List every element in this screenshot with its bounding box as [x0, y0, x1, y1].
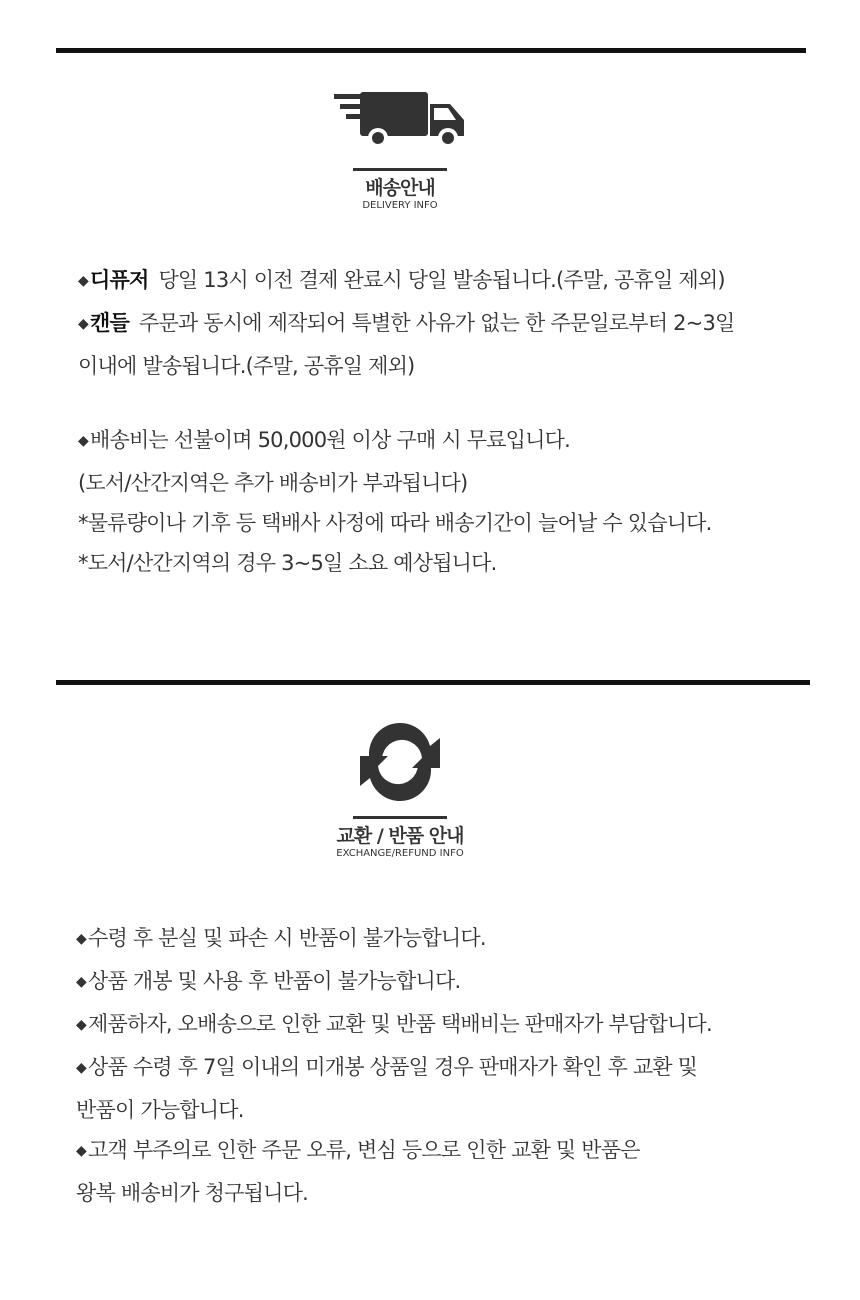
delivery-header	[330, 88, 470, 213]
fee-line	[78, 420, 818, 463]
exchange-subtitle: EXCHANGE/REFUND INFO	[336, 848, 464, 859]
exchange-header	[330, 716, 470, 861]
exchange-header-underline	[353, 816, 447, 819]
bullet-icon: ◆	[76, 1060, 86, 1076]
exchange-text: 제품하자, 오배송으로 인한 교환 및 반품 택배비는 판매자가 부담합니다.	[87, 1012, 712, 1036]
exchange-text: 상품 수령 후 7일 이내의 미개봉 상품일 경우 판매자가 확인 후 교환 및	[87, 1055, 698, 1079]
exchange-line	[76, 1130, 816, 1173]
delivery-item-candle-cont: 이내에 발송됩니다.(주말, 공휴일 제외)	[78, 354, 415, 378]
bullet-icon: ◆	[78, 273, 88, 289]
exchange-title: 교환 / 반품 안내	[336, 825, 464, 847]
delivery-item-candle	[78, 303, 818, 346]
exchange-text: 고객 부주의로 인한 주문 오류, 변심 등으로 인한 교환 및 반품은	[87, 1138, 640, 1162]
refresh-icon	[330, 716, 470, 808]
section-divider-top	[56, 48, 806, 53]
bullet-icon: ◆	[76, 974, 86, 990]
exchange-line: 반품이 가능합니다.	[76, 1098, 244, 1122]
delivery-header-underline	[353, 168, 447, 171]
exchange-text: 수령 후 분실 및 파손 시 반품이 불가능합니다.	[87, 926, 486, 950]
item-label: 디퓨저	[89, 268, 149, 292]
bullet-icon: ◆	[78, 316, 88, 332]
fee-line: (도서/산간지역은 추가 배송비가 부과됩니다)	[78, 471, 468, 495]
item-label: 캔들	[89, 311, 129, 335]
item-text: 주문과 동시에 제작되어 특별한 사유가 없는 한 주문일로부터 2~3일	[138, 311, 735, 335]
delivery-title: 배송안내	[365, 177, 435, 199]
bullet-icon: ◆	[76, 931, 86, 947]
bullet-icon: ◆	[76, 1017, 86, 1033]
item-text: 당일 13시 이전 결제 완료시 당일 발송됩니다.(주말, 공휴일 제외)	[158, 268, 725, 292]
exchange-notes	[76, 918, 816, 1213]
fee-text: 배송비는 선불이며 50,000원 이상 구매 시 무료입니다.	[89, 428, 571, 452]
bullet-icon: ◆	[78, 433, 88, 449]
fee-line: *물류량이나 기후 등 택배사 사정에 따라 배송기간이 늘어날 수 있습니다.	[78, 511, 712, 535]
delivery-subtitle: DELIVERY INFO	[362, 200, 438, 211]
delivery-items	[78, 260, 818, 386]
exchange-line	[76, 918, 816, 961]
delivery-item-diffuser	[78, 260, 818, 303]
exchange-line	[76, 1047, 816, 1090]
exchange-line: 왕복 배송비가 청구됩니다.	[76, 1181, 308, 1205]
exchange-text: 상품 개봉 및 사용 후 반품이 불가능합니다.	[87, 969, 461, 993]
truck-icon	[330, 88, 470, 160]
delivery-fee-notes	[78, 420, 818, 583]
bullet-icon: ◆	[76, 1143, 86, 1159]
fee-line: *도서/산간지역의 경우 3~5일 소요 예상됩니다.	[78, 551, 497, 575]
exchange-line	[76, 1004, 816, 1047]
exchange-line	[76, 961, 816, 1004]
section-divider-exchange	[56, 680, 810, 685]
